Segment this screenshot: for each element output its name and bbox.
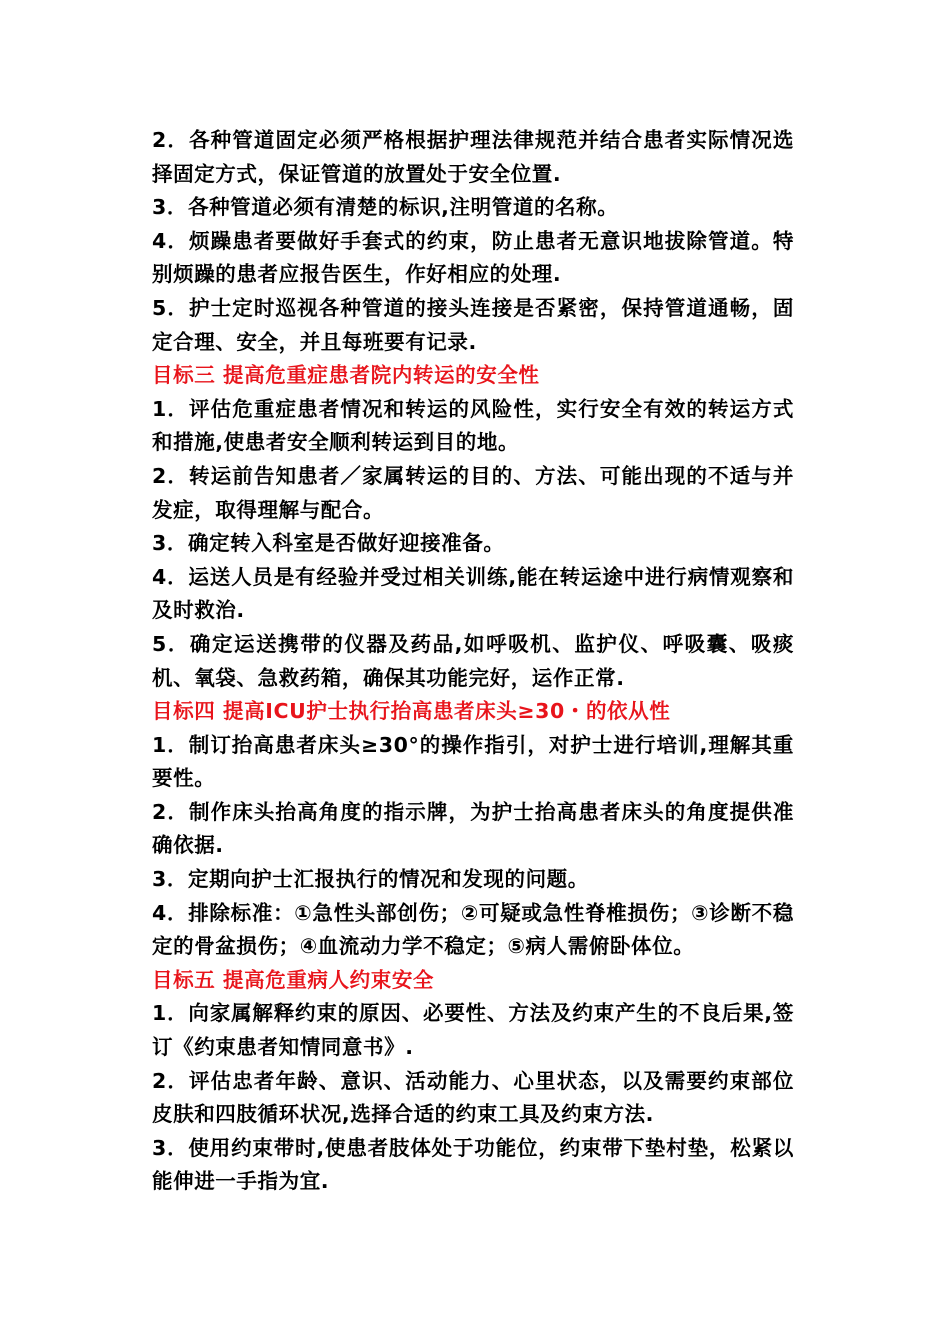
paragraph-head-elevation-guide: 1．制订抬高患者床头≥30°的操作指引，对护士进行培训,理解其重要性。 bbox=[152, 732, 794, 791]
paragraph-transfer-risk-assessment: 1．评估危重症患者情况和转运的风险性，实行安全有效的转运方式和措施,使患者安全顺利转运到目的地。 bbox=[152, 396, 794, 455]
paragraph-transport-equipment: 5．确定运送携带的仪器及药品,如呼吸机、监护仪、呼吸囊、吸痰机、氧袋、急救药箱，确保其功能完好，运作正常. bbox=[152, 631, 794, 690]
paragraph-restraint-consent: 1．向家属解释约束的原因、必要性、方法及约束产生的不良后果,签订《约束患者知情同意书》. bbox=[152, 1001, 794, 1060]
paragraph-agitated-patient-restraint: 4．烦躁患者要做好手套式的约束，防止患者无意识地拔除管道。特别烦躁的患者应报告医生，作好相应的处理. bbox=[152, 228, 794, 287]
document-body bbox=[152, 124, 794, 1199]
section-heading-goal-four: 目标四 提高ICU护士执行抬高患者床头≥30・的依从性 bbox=[152, 699, 671, 724]
paragraph-restraint-use: 3．使用约束带时,使患者肢体处于功能位，约束带下垫村垫，松紧以能伸进一手指为宜. bbox=[152, 1135, 794, 1194]
paragraph-pipe-labeling: 3．各种管道必须有清楚的标识,注明管道的名称。 bbox=[152, 195, 619, 220]
paragraph-transfer-inform-family: 2．转运前告知患者／家属转运的目的、方法、可能出现的不适与并发症，取得理解与配合。 bbox=[152, 463, 794, 522]
paragraph-report-to-nurses: 3．定期向护士汇报执行的情况和发现的问题。 bbox=[152, 867, 589, 892]
paragraph-restraint-assessment: 2．评估忠者年龄、意识、活动能力、心里状态，以及需要约束部位皮肤和四肢循环状况,选择合适的约束工具及约束方法. bbox=[152, 1068, 794, 1127]
section-heading-goal-five: 目标五 提高危重病人约束安全 bbox=[152, 967, 435, 992]
paragraph-nurse-inspection: 5．护士定时巡视各种管道的接头连接是否紧密，保持管道通畅，固定合理、安全，并且每班要有记录. bbox=[152, 295, 794, 354]
paragraph-exclusion-criteria: 4．排除标准：①急性头部创伤；②可疑或急性脊椎损伤；③诊断不稳定的骨盆损伤；④血流动力学不稳定；⑤病人需俯卧体位。 bbox=[152, 900, 794, 959]
paragraph-pipe-fixation-method: 2．各种管道固定必须严格根据护理法律规范并结合患者实际情况选择固定方式，保证管道的放置处于安全位置. bbox=[152, 128, 794, 186]
paragraph-angle-indicator-sign: 2．制作床头抬高角度的指示牌，为护士抬高患者床头的角度提供准确依据. bbox=[152, 799, 794, 858]
section-heading-goal-three: 目标三 提高危重症患者院内转运的安全性 bbox=[152, 363, 540, 388]
paragraph-receiving-ward-ready: 3．确定转入科室是否做好迎接准备。 bbox=[152, 531, 505, 556]
paragraph-transport-staff: 4．运送人员是有经验并受过相关训练,能在转运途中进行病情观察和及时救治. bbox=[152, 564, 794, 623]
